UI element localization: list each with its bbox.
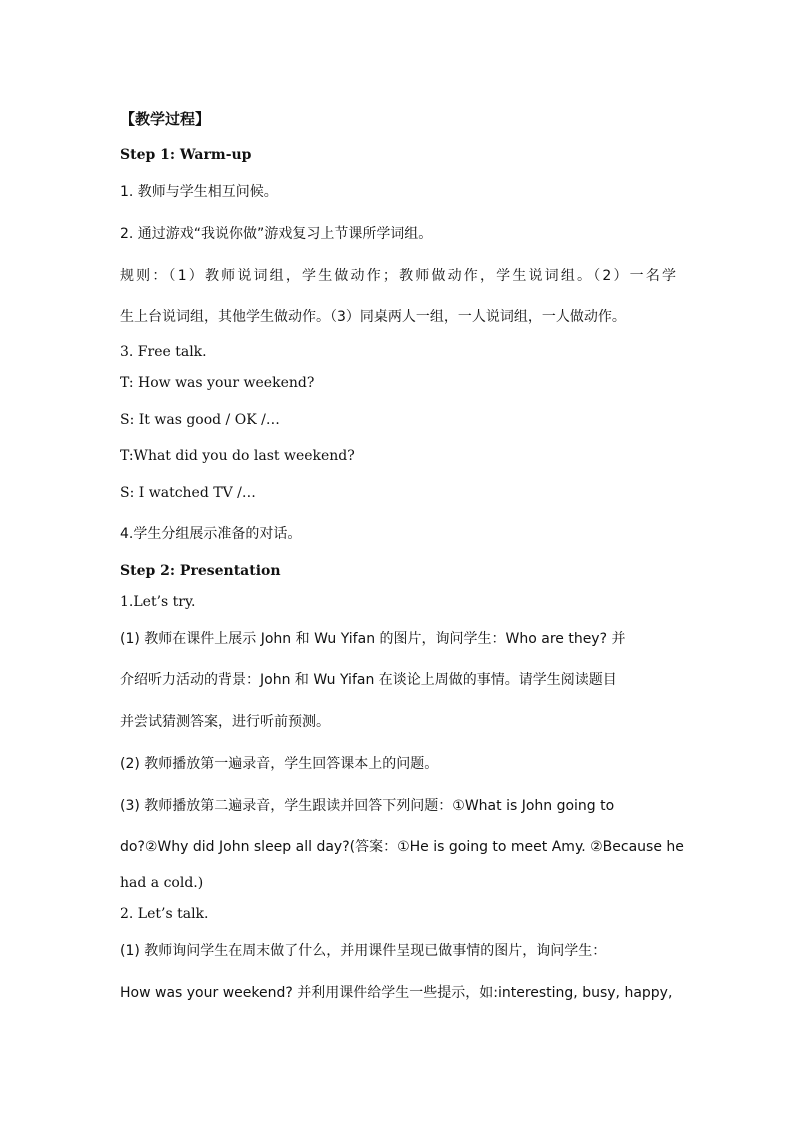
step2-item-2: 2. Let’s talk. bbox=[120, 906, 209, 922]
dialog-line-4: S: I watched TV /… bbox=[120, 485, 256, 501]
rules-line-2: 生上台说词组，其他学生做动作。（3）同桌两人一组，一人说词组，一人做动作。 bbox=[120, 309, 626, 325]
paragraph-3-line-3: had a cold.) bbox=[120, 875, 204, 891]
paragraph-3-line-2: do?②Why did John sleep all day?(答案：①He is going to meet Amy. ②Because he bbox=[120, 839, 684, 855]
step2-item-1: 1.Let’s try. bbox=[120, 594, 196, 610]
paragraph-3-line-1: (3) 教师播放第二遍录音，学生跟读并回答下列问题：①What is John going to bbox=[120, 798, 615, 814]
paragraph-2: (2) 教师播放第一遍录音，学生回答课本上的问题。 bbox=[120, 756, 439, 772]
step2-heading: Step 2: Presentation bbox=[120, 563, 281, 579]
paragraph-4-line-1: (1) 教师询问学生在周末做了什么，并用课件呈现已做事情的图片，询问学生： bbox=[120, 943, 607, 959]
step1-item-1: 1. 教师与学生相互问候。 bbox=[120, 184, 278, 200]
step1-item-2: 2. 通过游戏“我说你做”游戏复习上节课所学词组。 bbox=[120, 226, 433, 242]
paragraph-4-line-2: How was your weekend? 并利用课件给学生一些提示，如:interesting, busy, happy, bbox=[120, 985, 673, 1001]
paragraph-1-line-3: 并尝试猜测答案，进行听前预测。 bbox=[120, 714, 330, 730]
paragraph-1-line-2: 介绍听力活动的背景：John 和 Wu Yifan 在谈论上周做的事情。请学生阅读题目 bbox=[120, 672, 617, 688]
step1-heading: Step 1: Warm-up bbox=[120, 147, 252, 163]
rules-line-1: 规则：（1）教师说词组，学生做动作；教师做动作，学生说词组。（2）一名学 bbox=[120, 268, 676, 284]
step1-item-3: 3. Free talk. bbox=[120, 344, 207, 360]
section-title: 【教学过程】 bbox=[120, 110, 211, 128]
paragraph-1-line-1: (1) 教师在课件上展示 John 和 Wu Yifan 的图片，询问学生：Who are they? 并 bbox=[120, 631, 626, 647]
dialog-line-2: S: It was good / OK /… bbox=[120, 412, 280, 428]
dialog-line-1: T: How was your weekend? bbox=[120, 375, 315, 391]
dialog-line-3: T:What did you do last weekend? bbox=[120, 448, 355, 464]
step1-item-4: 4.学生分组展示准备的对话。 bbox=[120, 526, 302, 542]
